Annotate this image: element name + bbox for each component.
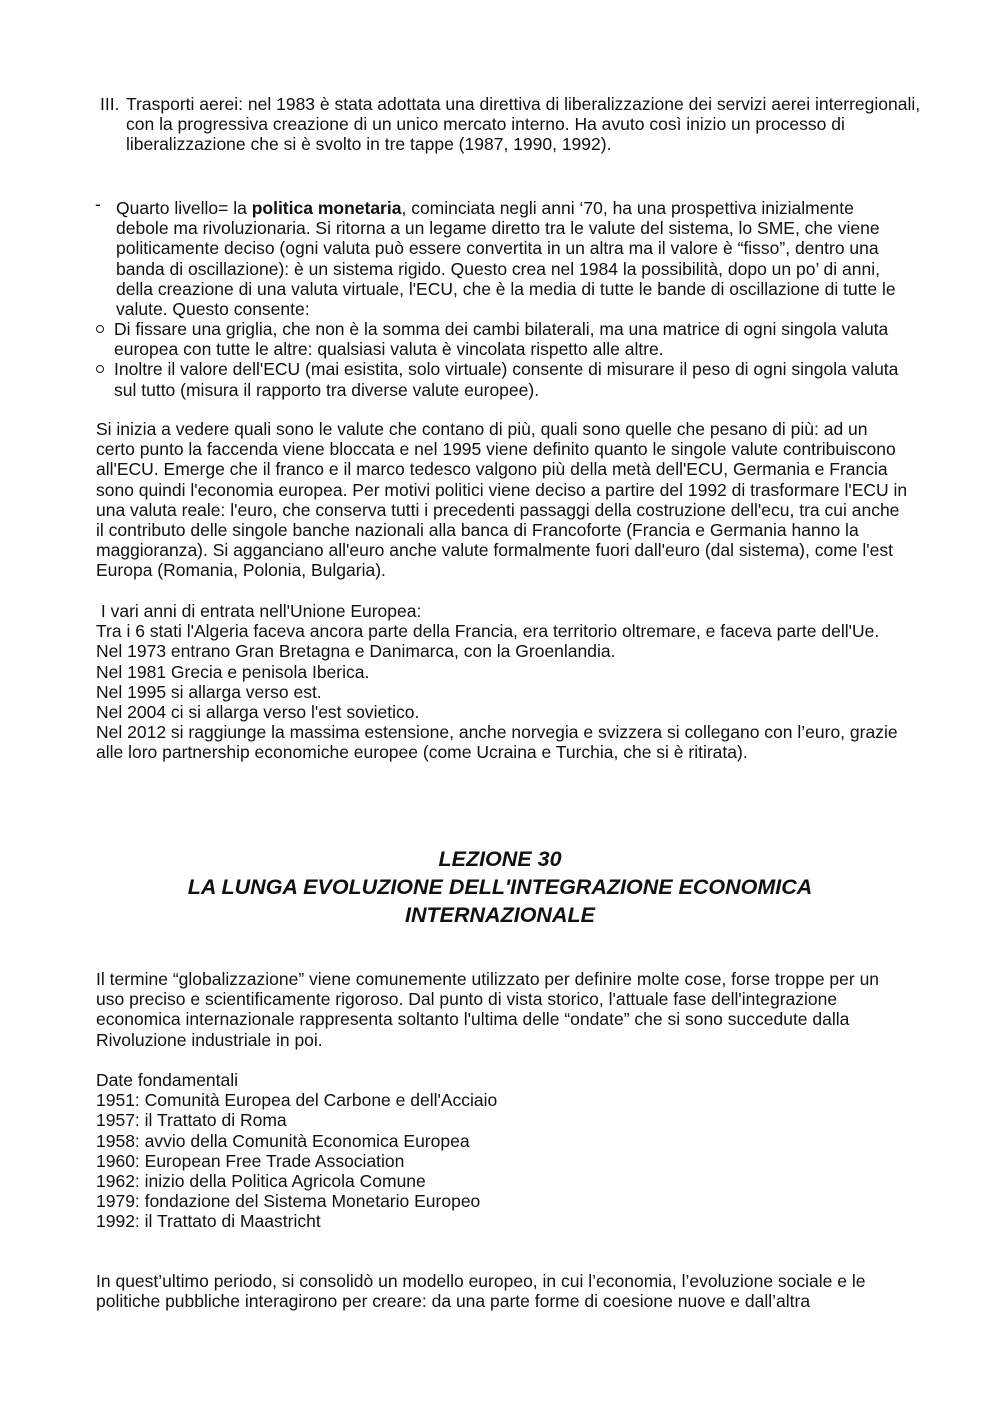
sub-bullet-list [96, 319, 911, 400]
dates-heading: Date fondamentali [96, 1070, 239, 1090]
lesson-title-line: INTERNAZIONALE [405, 903, 595, 927]
date-item: 1960: European Free Trade Association [96, 1150, 405, 1171]
eu-entry-line: Nel 2012 si raggiunge la massima estensione, anche norvegia e svizzera si collegano con l’euro, grazie alle loro partnership economiche europee (come Ucraina e Turchia, che si è ritirata). [96, 722, 898, 763]
sub-bullet-item [96, 319, 911, 359]
eu-entry-line: Tra i 6 stati l'Algeria faceva ancora parte della Francia, era territorio oltremare, e faceva parte dell'Ue. [96, 621, 880, 642]
circle-bullet-icon [96, 325, 104, 333]
dash-item-text-after: , cominciata negli anni ‘70, ha una prospettiva inizialmente debole ma rivoluzionaria. Si ritorna a un legame diretto tra le valute del sistema, lo SME, che viene politicamente deciso (ogni valuta può essere convertita in un altra ma il valore è “fisso”, dentro una banda di oscillazione): è un sistema rigido. Questo crea nel 1984 la possibilità, dopo un po’ di anni, della creazione di una valuta virtuale, l'ECU, che è la media di tutte le bande di oscillazione di tutte le valute. Questo consente: [116, 198, 896, 320]
sub-bullet-item [96, 359, 911, 399]
date-item: 1951: Comunità Europea del Carbone e dell'Acciaio [96, 1090, 498, 1111]
dash-item-text-before: Quarto livello= la [116, 198, 252, 218]
roman-item-text: Trasporti aerei: nel 1983 è stata adottata una direttiva di liberalizzazione dei servizi aerei interregionali, con la progressiva creazione di un unico mercato interno. Ha avuto così inizio un processo di liberalizzazione che si è svolto in tre tappe (1987, 1990, 1992). [126, 94, 921, 155]
roman-numeral-marker: III. [100, 94, 120, 114]
paragraph-globalization: Il termine “globalizzazione” viene comunemente utilizzato per definire molte cose, forse troppe per un uso preciso e scientificamente rigoroso. Dal punto di vista storico, l'attuale fase dell'integrazione economica internazionale rappresenta soltanto l'ultima delle “ondate” che si sono succedute dalla Rivoluzione industriale in poi. [96, 969, 880, 1050]
date-item: 1957: il Trattato di Roma [96, 1110, 287, 1131]
roman-list-item [100, 94, 938, 155]
lesson-title-line: LA LUNGA EVOLUZIONE DELL'INTEGRAZIONE ECONOMICA [187, 875, 813, 899]
eu-entry-line: Nel 2004 ci si allarga verso l'est sovietico. [96, 702, 420, 723]
lesson-number: LEZIONE 30 [438, 847, 562, 871]
dash-marker: - [95, 194, 101, 214]
date-item: 1992: il Trattato di Maastricht [96, 1211, 321, 1232]
sub-bullet-text: Di fissare una griglia, che non è la somma dei cambi bilaterali, ma una matrice di ogni singola valuta europea con tutte le altre: qualsiasi valuta è vincolata rispetto alle altre. [114, 319, 889, 360]
dash-item-bold: politica monetaria [251, 198, 402, 218]
date-item: 1979: fondazione del Sistema Monetario Europeo [96, 1191, 481, 1212]
eu-entry-line: Nel 1995 si allarga verso est. [96, 681, 322, 702]
paragraph-final: In quest’ultimo periodo, si consolidò un modello europeo, in cui l’economia, l’evoluzione sociale e le politiche pubbliche interagirono per creare: da una parte forme di coesione nuove e dall’altra [96, 1271, 866, 1312]
eu-entries-section [96, 601, 911, 763]
eu-entries-heading: I vari anni di entrata nell'Unione Europea: [96, 601, 422, 621]
date-item: 1958: avvio della Comunità Economica Europea [96, 1130, 470, 1151]
eu-entry-line: Nel 1973 entrano Gran Bretagna e Danimarca, con la Groenlandia. [96, 641, 616, 662]
date-item: 1962: inizio della Politica Agricola Comune [96, 1171, 426, 1192]
dates-section [96, 1070, 911, 1232]
lesson-title [96, 845, 904, 929]
sub-bullet-text: Inoltre il valore dell'ECU (mai esistita, solo virtuale) consente di misurare il peso di ogni singola valuta sul tutto (misura il rapporto tra diverse valute europee). [114, 359, 899, 400]
eu-entry-line: Nel 1981 Grecia e penisola Iberica. [96, 661, 370, 682]
dash-list-item [95, 194, 911, 320]
paragraph-ecu: Si inizia a vedere quali sono le valute che contano di più, quali sono quelle che pesano di più: ad un certo punto la faccenda viene bloccata e nel 1995 viene definito quanto le singole valute contribuiscono all'ECU. Emerge che il franco e il marco tedesco valgono più della metà dell'ECU, Germania e Francia sono quindi l'economia europea. Per motivi politici viene deciso a partire del 1992 di trasformare l'ECU in una valuta reale: l'euro, che conserva tutti i precedenti passaggi della costruzione dell'ecu, tra cui anche il contributo delle singole banche nazionali alla banca di Francoforte (Francia e Germania hanno la maggioranza). Si agganciano all'euro anche valute formalmente fuori dall'euro (dal sistema), come l'est Europa (Romania, Polonia, Bulgaria). [96, 419, 908, 581]
circle-bullet-icon [96, 365, 104, 373]
